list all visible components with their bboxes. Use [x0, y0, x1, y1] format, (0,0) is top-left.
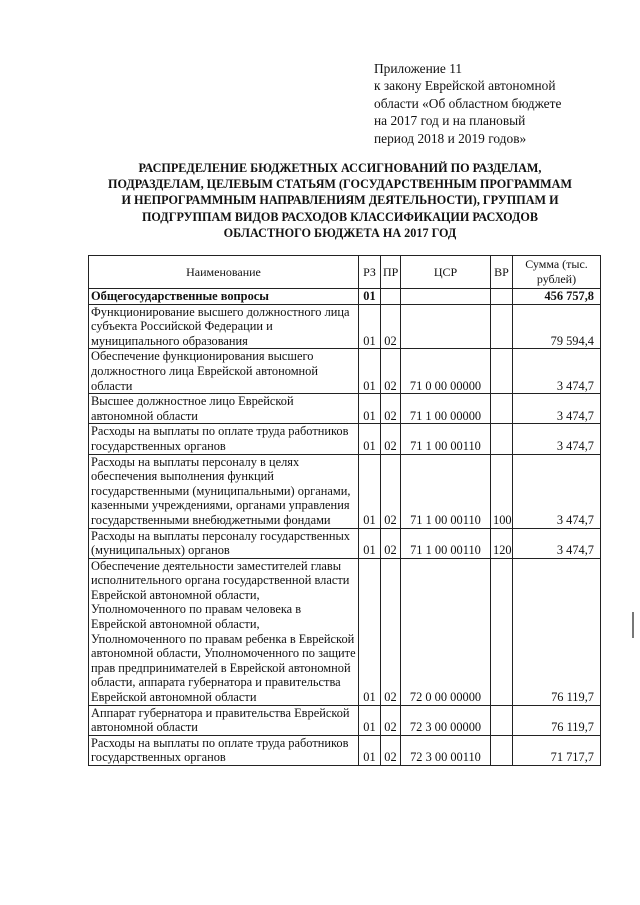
- cell-rz: 01: [359, 735, 381, 765]
- cell-sum: 3 474,7: [513, 394, 601, 424]
- cell-csr: [401, 289, 491, 305]
- cell-pr: [381, 289, 401, 305]
- cell-rz: 01: [359, 528, 381, 558]
- cell-rz: 01: [359, 424, 381, 454]
- cell-pr: 02: [381, 394, 401, 424]
- cell-rz: 01: [359, 304, 381, 349]
- table-body: [89, 289, 601, 766]
- cell-pr: 02: [381, 349, 401, 394]
- cell-vr: [491, 394, 513, 424]
- cell-sum: 3 474,7: [513, 454, 601, 528]
- table-row: [89, 735, 601, 765]
- appendix-line: на 2017 год и на плановый: [374, 113, 526, 129]
- cell-vr: 100: [491, 454, 513, 528]
- appendix-line: Приложение 11: [374, 61, 463, 76]
- cell-sum: 3 474,7: [513, 424, 601, 454]
- cell-sum: 456 757,8: [513, 289, 601, 305]
- budget-table: [88, 255, 601, 766]
- cell-pr: 02: [381, 424, 401, 454]
- table-row: [89, 705, 601, 735]
- cell-sum: 71 717,7: [513, 735, 601, 765]
- cell-csr: 72 3 00 00000: [401, 705, 491, 735]
- cell-rz: 01: [359, 454, 381, 528]
- header-pr: ПР: [381, 256, 401, 289]
- cell-pr: 02: [381, 528, 401, 558]
- cell-csr: 71 1 00 00110: [401, 424, 491, 454]
- title-line: ПОДРАЗДЕЛАМ, ЦЕЛЕВЫМ СТАТЬЯМ (ГОСУДАРСТВЕННЫМ ПРОГРАММАМ: [108, 177, 572, 192]
- cell-name: Функционирование высшего должностного лица субъекта Российской Федерации и муниципального образования: [89, 304, 359, 349]
- table-header-row: [89, 256, 601, 289]
- cell-name: Расходы на выплаты по оплате труда работников государственных органов: [89, 424, 359, 454]
- cell-rz: 01: [359, 349, 381, 394]
- cell-vr: [491, 424, 513, 454]
- cell-pr: 02: [381, 304, 401, 349]
- cell-csr: 71 1 00 00110: [401, 528, 491, 558]
- cell-name: Высшее должностное лицо Еврейской автономной области: [89, 394, 359, 424]
- cell-sum: 3 474,7: [513, 528, 601, 558]
- cell-name: Обеспечение деятельности заместителей главы исполнительного органа государственной власти Еврейской автономной области, Уполномоченного по правам человека в Еврейской автономной области, Уполномоченного по правам ребенка в Еврейской автономной области, Уполномоченного по защите прав предпринимателей в Еврейской автономной области, аппарата губернатора и правительства Еврейской автономной области: [89, 558, 359, 705]
- table-row: [89, 289, 601, 305]
- header-rz: РЗ: [359, 256, 381, 289]
- cell-vr: [491, 705, 513, 735]
- title-line: РАСПРЕДЕЛЕНИЕ БЮДЖЕТНЫХ АССИГНОВАНИЙ ПО РАЗДЕЛАМ,: [138, 161, 542, 175]
- cell-pr: 02: [381, 558, 401, 705]
- document-title: [80, 160, 600, 241]
- cell-pr: 02: [381, 735, 401, 765]
- title-line: И НЕПРОГРАММНЫМ НАПРАВЛЕНИЯМ ДЕЯТЕЛЬНОСТИ), ГРУППАМ И: [121, 193, 559, 208]
- cell-name: Обеспечение функционирования высшего должностного лица Еврейской автономной области: [89, 349, 359, 394]
- cell-name: Аппарат губернатора и правительства Еврейской автономной области: [89, 705, 359, 735]
- cell-vr: [491, 304, 513, 349]
- cell-sum: 3 474,7: [513, 349, 601, 394]
- cell-vr: [491, 558, 513, 705]
- cell-sum: 79 594,4: [513, 304, 601, 349]
- appendix-line: период 2018 и 2019 годов»: [374, 130, 527, 146]
- cell-vr: [491, 349, 513, 394]
- cell-vr: [491, 735, 513, 765]
- table-row: [89, 304, 601, 349]
- table-row: [89, 349, 601, 394]
- title-line: ПОДГРУППАМ ВИДОВ РАСХОДОВ КЛАССИФИКАЦИИ РАСХОДОВ: [141, 209, 539, 224]
- cell-csr: [401, 304, 491, 349]
- cell-vr: 120: [491, 528, 513, 558]
- cell-name: Расходы на выплаты персоналу в целях обеспечения выполнения функций государственными (муниципальными) органами, казенными учреждениями, органами управления государственными внебюджетными фондами: [89, 454, 359, 528]
- appendix-line: области «Об областном бюджете: [374, 95, 562, 111]
- table-row: [89, 394, 601, 424]
- table-row: [89, 424, 601, 454]
- cell-rz: 01: [359, 394, 381, 424]
- cell-name: Общегосударственные вопросы: [89, 289, 359, 305]
- cell-pr: 02: [381, 454, 401, 528]
- cell-csr: 72 3 00 00110: [401, 735, 491, 765]
- cell-rz: 01: [359, 558, 381, 705]
- cell-sum: 76 119,7: [513, 558, 601, 705]
- appendix-note: [374, 60, 600, 147]
- table-row: [89, 528, 601, 558]
- header-name: Наименование: [89, 256, 359, 289]
- cell-rz: 01: [359, 705, 381, 735]
- cell-pr: 02: [381, 705, 401, 735]
- title-line: ОБЛАСТНОГО БЮДЖЕТА НА 2017 ГОД: [223, 225, 457, 240]
- table-row: [89, 454, 601, 528]
- header-sum: Сумма (тыс. рублей): [513, 256, 601, 289]
- cell-csr: 71 1 00 00110: [401, 454, 491, 528]
- cell-sum: 76 119,7: [513, 705, 601, 735]
- cell-csr: 72 0 00 00000: [401, 558, 491, 705]
- cell-csr: 71 0 00 00000: [401, 349, 491, 394]
- cell-rz: 01: [359, 289, 381, 305]
- cell-vr: [491, 289, 513, 305]
- margin-mark: [632, 612, 634, 638]
- header-csr: ЦСР: [401, 256, 491, 289]
- cell-csr: 71 1 00 00000: [401, 394, 491, 424]
- cell-name: Расходы на выплаты по оплате труда работников государственных органов: [89, 735, 359, 765]
- table-row: [89, 558, 601, 705]
- header-vr: ВР: [491, 256, 513, 289]
- appendix-line: к закону Еврейской автономной: [374, 78, 556, 94]
- cell-name: Расходы на выплаты персоналу государственных (муниципальных) органов: [89, 528, 359, 558]
